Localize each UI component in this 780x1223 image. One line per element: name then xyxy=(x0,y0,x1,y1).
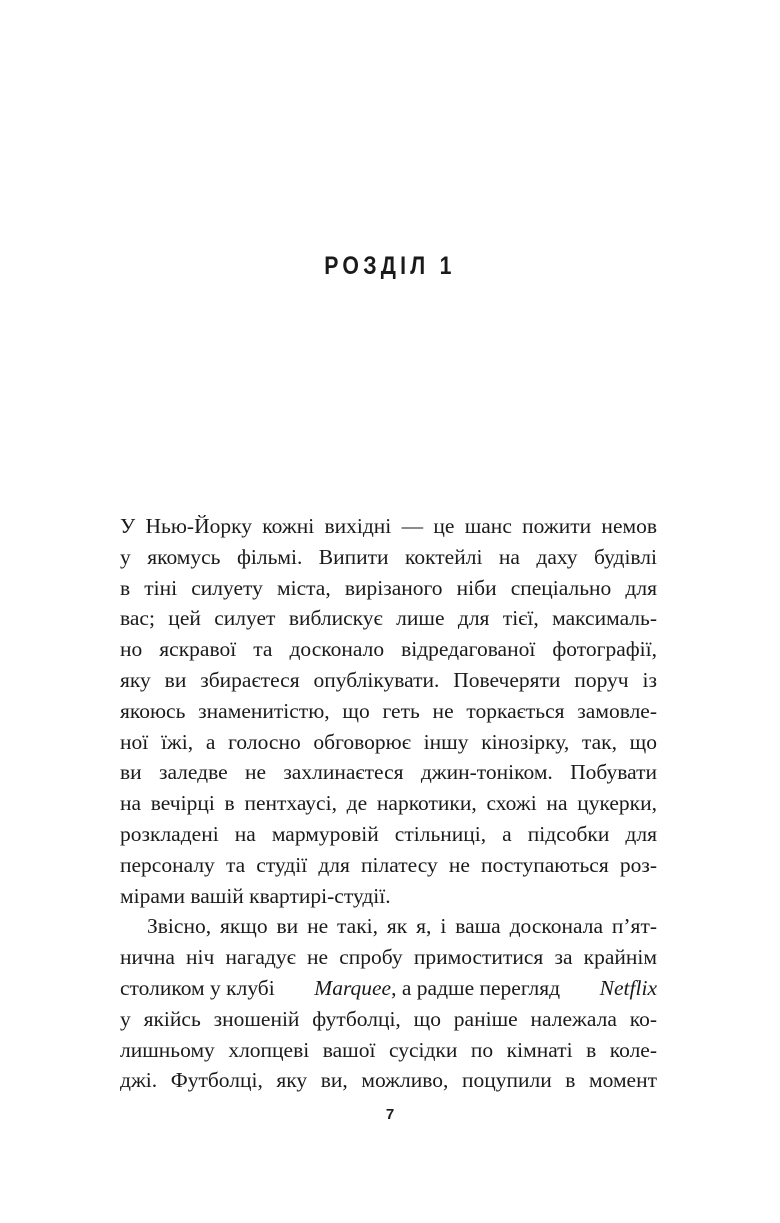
text-line: у якійсь зношеній футболці, що раніше належала ко- xyxy=(120,1006,657,1031)
text-line xyxy=(120,973,657,1004)
italic-title-netflix: Netflix xyxy=(599,975,657,1000)
chapter-title: РОЗДІЛ 1 xyxy=(324,252,456,280)
text-line: на вечірці в пентхаусі, де наркотики, схожі на цукерки, xyxy=(120,791,657,816)
text-line: у якомусь фільмі. Випити коктейлі на даху будівлі xyxy=(120,544,657,569)
text-line: якоюсь знаменитістю, що геть не торкається замовле- xyxy=(120,698,657,723)
text-segment xyxy=(314,973,560,1004)
text-line: вас; цей силует виблискує лише для тієї, максималь- xyxy=(120,606,657,631)
text-line: У Нью-Йорку кожні вихідні — це шанс пожити немов xyxy=(120,514,657,538)
text-line: лишньому хлопцеві вашої сусідки по кімнаті в коле- xyxy=(120,1037,657,1062)
page-number: 7 xyxy=(385,1106,395,1123)
text-line: розкладені на мармуровій стільниці, а підсобки для xyxy=(120,821,657,846)
text-line: в тіні силуету міста, вирізаного ніби спеціально для xyxy=(120,575,657,600)
text-line: мірами вашій квартирі-студії. xyxy=(120,883,391,908)
text-line: персоналу та студії для пілатесу не поступаються роз- xyxy=(120,852,657,877)
text-segment: столиком у клубі xyxy=(120,975,275,1000)
body-text xyxy=(120,511,657,1096)
text-line: но яскравої та досконало відредагованої фотографії, xyxy=(120,637,657,662)
text-line: ви заледве не захлинаєтеся джин-тоніком. Побувати xyxy=(120,760,657,785)
text-line: яку ви збираєтеся опублікувати. Повечеряти поруч із xyxy=(120,667,657,692)
text-line: джі. Футболці, яку ви, можливо, поцупили в момент xyxy=(120,1068,657,1093)
text-segment: , а радше перегляд xyxy=(391,975,561,1000)
italic-title-marquee: Marquee xyxy=(314,975,392,1000)
text-line: ної їжі, а голосно обговорює іншу кінозірку, так, що xyxy=(120,729,657,754)
text-line: Звісно, якщо ви не такі, як я, і ваша досконала п’ят- xyxy=(147,914,657,939)
text-line: нична ніч нагадує не спробу примоститися за крайнім xyxy=(120,945,657,970)
